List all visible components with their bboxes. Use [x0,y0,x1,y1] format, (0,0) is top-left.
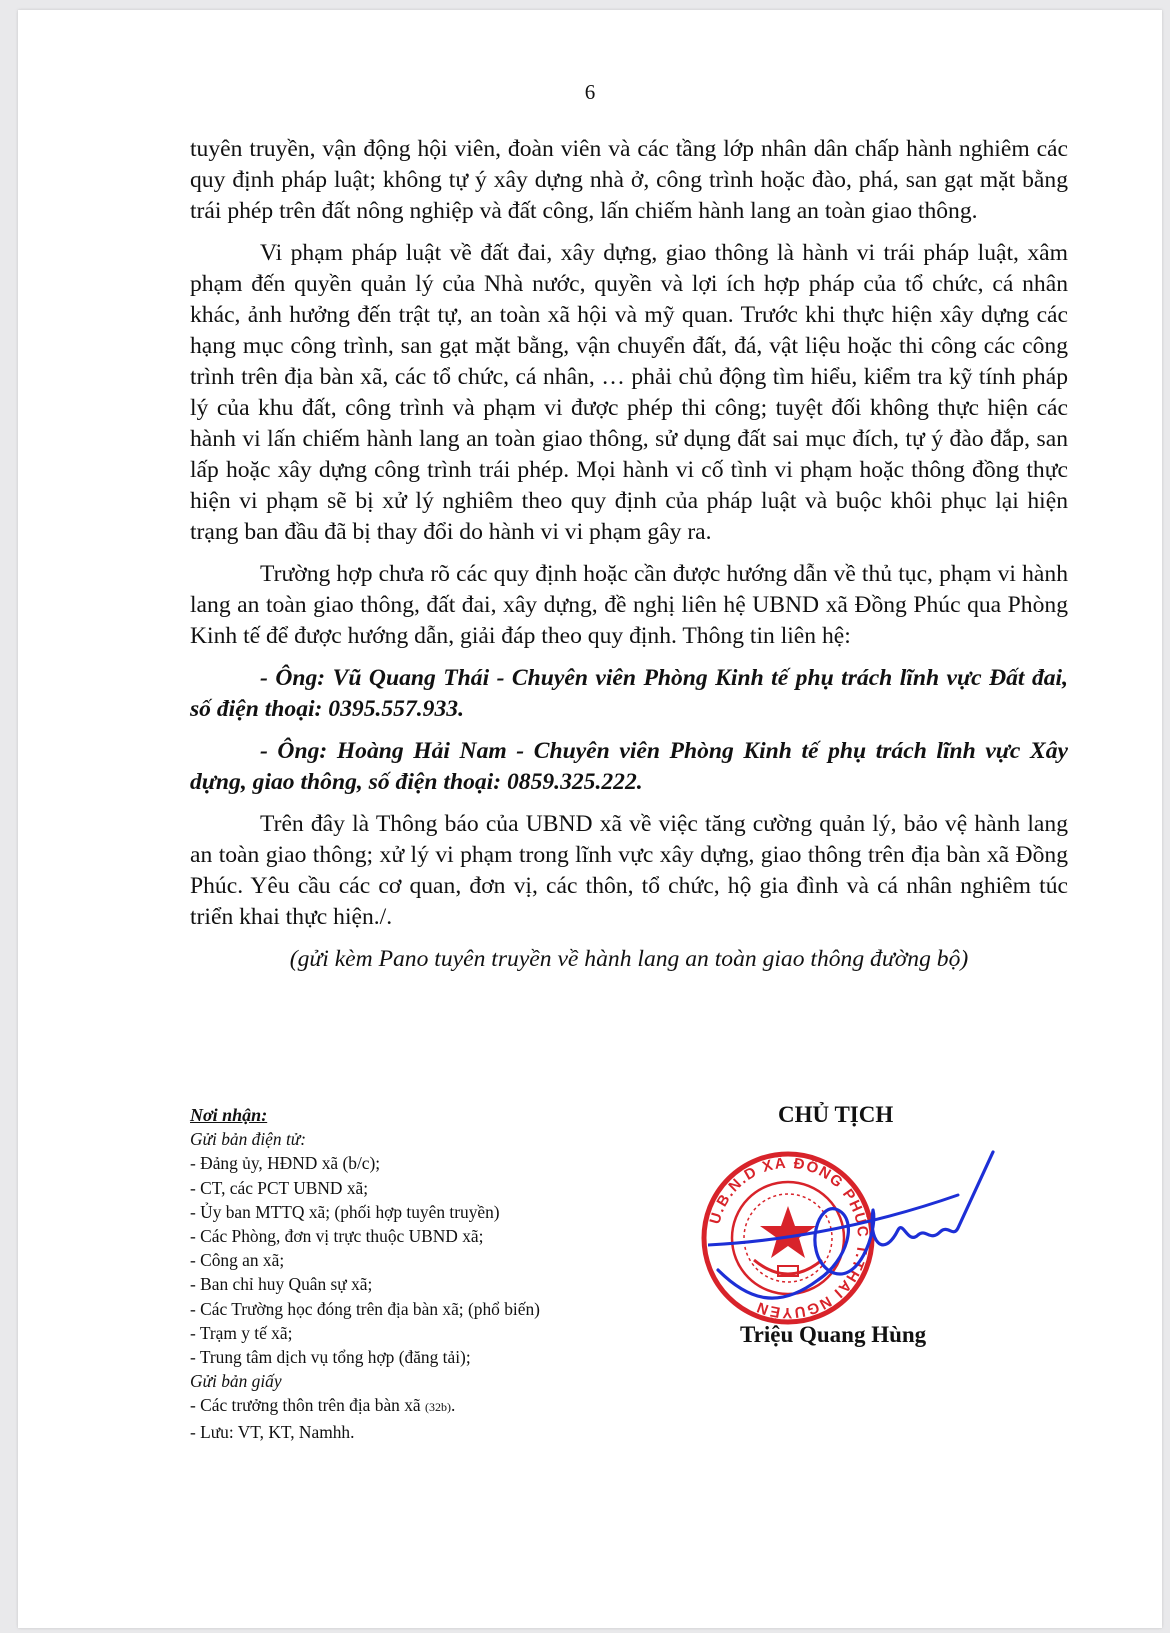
paper-recipient-count: (32b) [424,1400,451,1415]
paper-recipient-end: . [450,1395,456,1416]
paper-recipient [190,1393,650,1419]
list-item: - Ủy ban MTTQ xã; (phối hợp tuyên truyền) [190,1201,500,1222]
signature-icon [708,1150,1008,1320]
page-number: 6 [584,80,596,104]
paper-copy-label: Gửi bản giấy [190,1371,282,1392]
list-item: - Trạm y tế xã; [190,1322,293,1343]
electronic-copy-label: Gửi bản điện tử: [190,1129,307,1150]
list-item: - Trung tâm dịch vụ tổng hợp (đăng tải); [190,1347,471,1368]
signer-name: Triệu Quang Hùng [740,1322,927,1347]
list-item: - Các Trường học đóng trên địa bàn xã; (phổ biến) [190,1298,540,1319]
signer-title: CHỦ TỊCH [778,1102,894,1127]
paragraph-4: Trên đây là Thông báo của UBND xã về việc tăng cường quản lý, bảo vệ hành lang an toàn giao thông; xử lý vi phạm trong lĩnh vực xây dựng, giao thông trên địa bàn xã Đồng Phúc. Yêu cầu các cơ quan, đơn vị, các thôn, tổ chức, hộ gia đình và cá nhân nghiêm túc triển khai thực hiện./. [190,811,1068,930]
paper-recipient-text: - Các trưởng thôn trên địa bàn xã [190,1395,421,1416]
paragraph-2: Vi phạm pháp luật về đất đai, xây dựng, giao thông là hành vi trái pháp luật, xâm phạm đến quyền quản lý của Nhà nước, quyền và lợi ích hợp pháp của tổ chức, cá nhân khác, ảnh hưởng đến trật tự, an toàn xã hội và mỹ quan. Trước khi thực hiện xây dựng các hạng mục công trình, san gạt mặt bằng, vận chuyển đất, đá, vật liệu hoặc thi công các công trình trên địa bàn xã, các tổ chức, cá nhân, … phải chủ động tìm hiểu, kiểm tra kỹ tính pháp lý của khu đất, công trình và phạm vi được phép thi công; tuyệt đối không thực hiện các hành vi lấn chiếm hành lang an toàn giao thông, sử dụng đất sai mục đích, tự ý đào đắp, san lấp hoặc xây dựng công trình trái phép. Mọi hành vi cố tình vi phạm hoặc thông đồng thực hiện vi phạm sẽ bị xử lý nghiêm theo quy định của pháp luật và buộc khôi phục lại hiện trạng ban đầu đã bị thay đổi do hành vi vi phạm gây ra. [190,240,1068,545]
paragraph-3: Trường hợp chưa rõ các quy định hoặc cần được hướng dẫn về thủ tục, phạm vi hành lang an toàn giao thông, đất đai, xây dựng, đề nghị liên hệ UBND xã Đồng Phúc qua Phòng Kinh tế để được hướng dẫn, giải đáp theo quy định. Thông tin liên hệ: [190,561,1068,649]
archive-line: - Lưu: VT, KT, Namhh. [190,1421,355,1442]
recipients-block [190,1103,650,1444]
svg-text:U.B.N.D XÃ ĐỒNG PHÚC T.THÁI NG: U.B.N.D XÃ ĐỒNG PHÚC T.THÁI NGUYÊN [706,1154,872,1322]
attachment-note: (gửi kèm Pano tuyên truyền về hành lang an toàn giao thông đường bộ) [289,946,969,972]
list-item: - Ban chỉ huy Quân sự xã; [190,1274,373,1295]
list-item: - Các Phòng, đơn vị trực thuộc UBND xã; [190,1226,484,1247]
list-item: - Đảng ủy, HĐND xã (b/c); [190,1153,381,1174]
list-item: - CT, các PCT UBND xã; [190,1177,369,1198]
recipients-title: Nơi nhận: [190,1105,268,1125]
electronic-recipient-list [190,1151,650,1369]
list-item: - Công an xã; [190,1250,285,1271]
paragraph-1: tuyên truyền, vận động hội viên, đoàn viên và các tầng lớp nhân dân chấp hành nghiêm các quy định pháp luật; không tự ý xây dựng nhà ở, công trình hoặc đào, phá, san gạt mặt bằng trái phép trên đất nông nghiệp và đất công, lấn chiếm hành lang an toàn giao thông. [190,136,1068,224]
contact-2: - Ông: Hoàng Hải Nam - Chuyên viên Phòng Kinh tế phụ trách lĩnh vực Xây dựng, giao thông, số điện thoại: 0859.325.222. [190,738,1068,795]
document-page [18,10,1162,1628]
document-body [190,134,1068,986]
contact-1: - Ông: Vũ Quang Thái - Chuyên viên Phòng Kinh tế phụ trách lĩnh vực Đất đai, số điện thoại: 0395.557.933. [190,665,1068,722]
